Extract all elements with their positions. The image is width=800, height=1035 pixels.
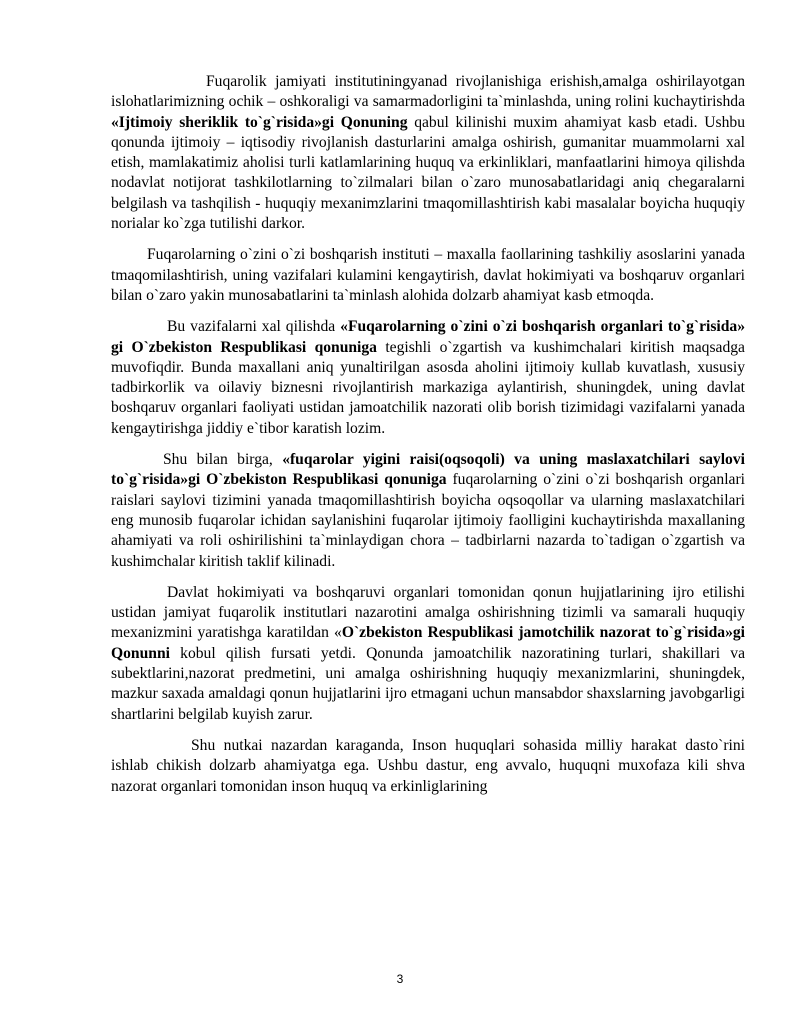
paragraph-2-text-1: Fuqarolarning o`zini o`zi boshqarish instituti – maxalla faollarining tashkiliy asoslarini yanada tmaqomilashtirish, uning vazifalari kulamini kengaytirish, davlat hokimiyati va boshqaruv organlari bilan o`zaro yakin munosabatlarini ta`minlash alohida dolzarb ahamiyat kasb etmoqda. (111, 246, 745, 304)
paragraph-5 (111, 583, 745, 725)
paragraph-4-bold-law-title: «fuqarolar yigini raisi(oqsoqoli) va uning maslaxatchilari saylovi to`g`risida»gi O`zbekiston Respublikasi qonuniga (111, 451, 745, 489)
paragraph-3-text-1: Bu vazifalarni xal qilishda (167, 318, 341, 336)
paragraph-5-text-2: kobul qilish fursati yetdi. Qonunda jamoatchilik nazoratining turlari, shakillari va subektlarini,nazorat predmetini, uni amalga oshirishning huquqiy mexanizmlarini, shuningdek, mazkur saxada amaldagi qonun hujjatlarini ijro etmagani uchun mansabdor shaxslarning javobgarligi shartlarini belgilab kuyish zarur. (111, 644, 745, 723)
paragraph-1-bold-law-title: «Ijtimoiy sheriklik to`g`risida»gi Qonuning (111, 113, 408, 131)
paragraph-2 (111, 245, 745, 306)
paragraph-1 (111, 72, 745, 234)
paragraph-4-text-1: Shu bilan birga, (163, 451, 283, 469)
page-number: 3 (396, 972, 404, 986)
paragraph-3-text-2: tegishli o`zgartish va kushimchalari kiritish maqsadga muvofiqdir. Bunda maxallani aniq yunaltirilgan asosda aholini ijtimoiy kullab kuvatlash, xususiy tadbirkorlik va oilaviy biznesni rivojlantirish markaziga aylantirish, shuningdek, uning davlat boshqaruv organlari faoliyati ustidan jamoatchilik nazorati olib borish tizimidagi vazifalarni yanada kengaytirishga jiddiy e`tibor karatish lozim. (111, 338, 745, 437)
paragraph-1-text-2: qabul kilinishi muxim ahamiyat kasb etadi. Ushbu qonunda ijtimoiy – iqtisodiy rivojlanish dasturlarini amalga oshirish, gumanitar muammolarni xal etish, mamlakatimiz aholisi turli katlamlarining huquq va erkinliklari, manfaatlarini himoya qilishda nodavlat notijorat tashkilotlarning to`zilmalari bilan o`zaro munosabatlaridagi aniq chegaralarni belgilash va tashqilish - huquqiy mexanimzlarini tmaqomillashtirish kabi masalalar boyicha huquqiy norialar ko`zga tutilishi darkor. (111, 113, 745, 233)
paragraph-5-text-1: Davlat hokimiyati va boshqaruvi organlari tomonidan qonun hujjatlarining ijro etilishi ustidan jamiyat fuqarolik institutlari nazarotini amalga oshirishning tizimli va samarali huquqiy mexanizmini yaratishga karatildan « (111, 583, 745, 642)
paragraph-3-bold-law-title: «Fuqarolarning o`zini o`zi boshqarish organlari to`g`risida» gi O`zbekiston Respublikasi qonuniga (111, 318, 745, 356)
document-body (111, 72, 745, 797)
paragraph-4 (111, 450, 745, 572)
paragraph-6-text-1: Shu nutkai nazardan karaganda, Inson huquqlari sohasida milliy harakat dasto`rini ishlab chikish dolzarb ahamiyatga ega. Ushbu dastur, eng avvalo, huquqni muxofaza kili shva nazorat organlari tomonidan inson huquq va erkinliglarining (111, 736, 745, 795)
paragraph-5-bold-law-title: O`zbekiston Respublikasi jamotchilik nazorat to`g`risida»gi Qonunni (111, 624, 746, 662)
paragraph-1-text-1: Fuqarolik jamiyati institutiningyanad rivojlanishiga erishish,amalga oshirilayotgan islohatlarimizning ochik – oshkoraligi va samarmadorligini ta`minlashda, uning rolini kuchaytirishda (111, 73, 745, 111)
paragraph-4-text-2: fuqarolarning o`zini o`zi boshqarish organlari raislari saylovi tizimini yanada tmaqomillashtirish boyicha oqsoqollar va ularning maslaxatchilari eng munosib fuqarolar ichidan saylanishini fuqarolar ijtimoiy faolligini kuchaytirishda maxallaning ahamiyati va roli oshirilishini ta`minlaydigan chora – tadbirlarni nazarda to`tadigan o`zgartish va kushimchalar kiritish taklif kilinadi. (111, 471, 745, 570)
paragraph-6 (111, 736, 745, 797)
paragraph-3 (111, 317, 745, 439)
